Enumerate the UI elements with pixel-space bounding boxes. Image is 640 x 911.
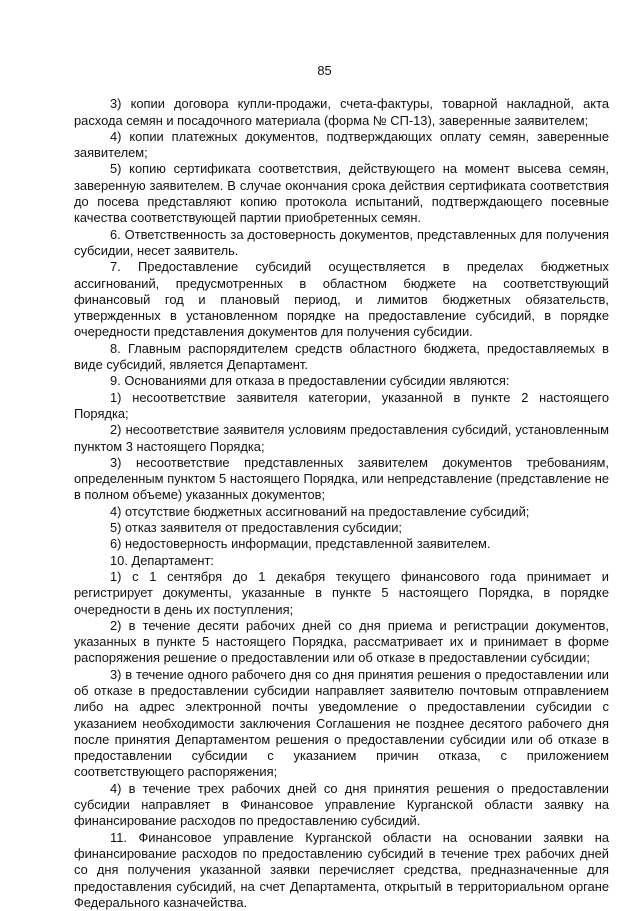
paragraph-9-sub-5: 5) отказ заявителя от предоставления субсидии;: [110, 520, 402, 536]
paragraph-9-sub-2: 2) несоответствие заявителя условиям предоставления субсидий, установленным пунктом 3 настоящего Порядка;: [74, 422, 609, 454]
paragraph-5-certificate: 5) копию сертификата соответствия, действующего на момент высева семян, заверенную заявителем. В случае окончания срока действия сертификата соответствия до посева представляют копию протокола испытаний, подтверждающего посевные качества соответствующей партии приобретенных семян.: [74, 161, 609, 226]
paragraph-3-copies-contract: 3) копии договора купли-продажи, счета-фактуры, товарной накладной, акта расхода семян и посадочного материала (форма № СП-13), заверенные заявителем;: [74, 96, 609, 128]
paragraph-9-sub-3: 3) несоответствие представленных заявителем документов требованиям, определенным пунктом 5 настоящего Порядка, или непредставление (представление не в полном объеме) указанных документов;: [74, 454, 609, 503]
paragraph-item-9: 9. Основаниями для отказа в предоставлении субсидии являются:: [110, 373, 510, 389]
paragraph-9-sub-1: 1) несоответствие заявителя категории, указанной в пункте 2 настоящего Порядка;: [74, 389, 609, 421]
document-body: [74, 96, 609, 911]
page-number: 85: [317, 63, 332, 78]
paragraph-9-sub-6: 6) недостоверность информации, представленной заявителем.: [110, 536, 491, 552]
paragraph-10-sub-1: 1) с 1 сентября до 1 декабря текущего финансового года принимает и регистрирует документы, указанные в пункте 5 настоящего Порядка, в порядке очередности в день их поступления;: [74, 568, 609, 617]
paragraph-10-sub-3: 3) в течение одного рабочего дня со дня принятия решения о предоставлении или об отказе в предоставлении субсидии направляет заявителю почтовым отправлением либо на адрес электронной почты уведомление о предоставлении субсидии с указанием необходимости заключения Соглашения не позднее десятого рабочего дня после принятия Департаментом решения о предоставлении субсидии или об отказе в предоставлении субсидии с указанием причин отказа, с приложением соответствующего распоряжения;: [74, 666, 609, 780]
paragraph-item-11: 11. Финансовое управление Курганской области на основании заявки на финансирование расходов по предоставлению субсидий в течение трех рабочих дней со дня получения указанной заявки перечисляет средства, предназначенные для предоставления субсидий, на счет Департамента, открытый в территориальном органе Федерального казначейства.: [74, 829, 609, 910]
paragraph-10-sub-4: 4) в течение трех рабочих дней со дня принятия решения о предоставлении субсидии направляет в Финансовое управление Курганской области заявку на финансирование расходов по предоставлению субсидий.: [74, 780, 609, 829]
paragraph-item-8: 8. Главным распорядителем средств областного бюджета, предоставляемых в виде субсидий, является Департамент.: [74, 340, 609, 373]
paragraph-item-7: 7. Предоставление субсидий осуществляется в пределах бюджетных ассигнований, предусмотренных в областном бюджете на соответствующий финансовый год и плановый период, и лимитов бюджетных обязательств, утвержденных в установленном порядке на предоставление субсидий, в порядке очередности представления документов для получения субсидии.: [74, 259, 609, 340]
paragraph-10-sub-2: 2) в течение десяти рабочих дней со дня приема и регистрации документов, указанных в пункте 5 настоящего Порядка, рассматривает их и принимает в форме распоряжения решение о предоставлении или об отказе в предоставлении субсидии;: [74, 617, 609, 666]
paragraph-9-sub-4: 4) отсутствие бюджетных ассигнований на предоставление субсидий;: [110, 503, 530, 519]
paragraph-item-6: 6. Ответственность за достоверность документов, представленных для получения субсидии, несет заявитель.: [74, 226, 609, 258]
paragraph-4-copies-payment: 4) копии платежных документов, подтверждающих оплату семян, заверенные заявителем;: [74, 128, 609, 161]
paragraph-item-10: 10. Департамент:: [110, 552, 214, 568]
